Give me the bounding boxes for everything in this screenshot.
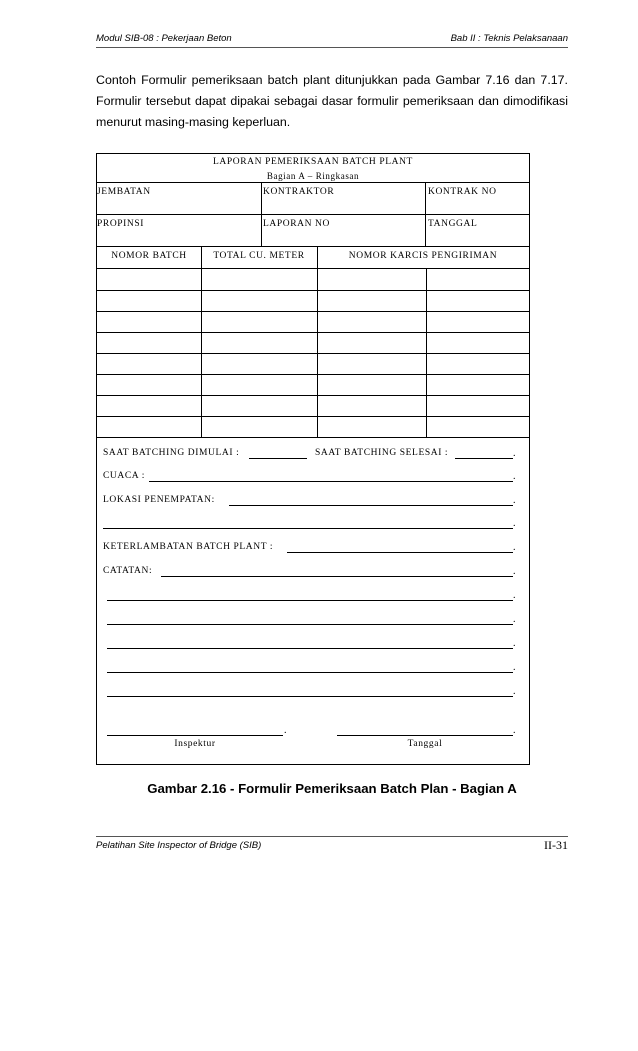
- signature-label-inspektur: Inspektur: [174, 739, 216, 749]
- figure-caption: Gambar 2.16 - Formulir Pemeriksaan Batch Plan - Bagian A: [147, 781, 517, 796]
- label-lokasi-penempatan: LOKASI PENEMPATAN:: [103, 495, 215, 505]
- table-row: [97, 353, 529, 354]
- label-tanggal: TANGGAL: [428, 219, 478, 229]
- table-row: [97, 290, 529, 291]
- cell-divider: [261, 182, 262, 246]
- label-saat-batching-dimulai: SAAT BATCHING DIMULAI :: [103, 448, 240, 458]
- line-catatan[interactable]: [161, 576, 513, 577]
- line-lokasi-penempatan-2[interactable]: [103, 528, 513, 529]
- label-kontrak-no: KONTRAK NO: [428, 187, 497, 197]
- line-catatan-6[interactable]: [107, 696, 513, 697]
- line-end-dot: .: [513, 662, 516, 673]
- line-end-dot: .: [284, 725, 287, 736]
- running-header-chapter: Bab II : Teknis Pelaksanaan: [450, 33, 568, 44]
- label-saat-batching-selesai: SAAT BATCHING SELESAI :: [315, 448, 449, 458]
- line-cuaca[interactable]: [149, 481, 513, 482]
- signature-label-tanggal: Tanggal: [407, 739, 443, 749]
- form-rule: [97, 268, 529, 269]
- signature-line-tanggal[interactable]: [337, 735, 513, 736]
- line-end-dot: .: [513, 725, 516, 736]
- batch-plant-form: [96, 153, 530, 765]
- column-divider: [317, 246, 318, 437]
- line-end-dot: .: [513, 542, 516, 553]
- line-end-dot: .: [513, 614, 516, 625]
- line-catatan-3[interactable]: [107, 624, 513, 625]
- line-end-dot: .: [513, 566, 516, 577]
- page-number: II-31: [544, 838, 568, 852]
- line-saat-batching-dimulai[interactable]: [249, 458, 307, 459]
- footer-rule: [96, 836, 568, 837]
- line-catatan-4[interactable]: [107, 648, 513, 649]
- form-rule: [97, 182, 529, 183]
- line-end-dot: .: [513, 518, 516, 529]
- signature-line-inspektur[interactable]: [107, 735, 283, 736]
- intro-paragraph: Contoh Formulir pemeriksaan batch plant ditunjukkan pada Gambar 7.16 dan 7.17. Formulir tersebut dapat dipakai sebagai dasar formulir pemeriksaan dan dimodifikasi menurut masing-masing keperluan.: [96, 73, 568, 129]
- table-row: [97, 395, 529, 396]
- label-catatan: CATATAN:: [103, 566, 153, 576]
- table-row: [97, 437, 529, 438]
- label-jembatan: JEMBATAN: [97, 187, 151, 197]
- column-divider: [426, 268, 427, 437]
- cell-divider: [425, 182, 426, 246]
- line-catatan-5[interactable]: [107, 672, 513, 673]
- line-end-dot: .: [513, 638, 516, 649]
- column-divider: [201, 246, 202, 437]
- line-catatan-2[interactable]: [107, 600, 513, 601]
- line-end-dot: .: [513, 471, 516, 482]
- line-end-dot: .: [513, 686, 516, 697]
- form-rule: [97, 214, 529, 215]
- table-row: [97, 332, 529, 333]
- label-keterlambatan: KETERLAMBATAN BATCH PLANT :: [103, 542, 274, 552]
- label-cuaca: CUACA :: [103, 471, 145, 481]
- line-end-dot: .: [513, 495, 516, 506]
- line-lokasi-penempatan[interactable]: [229, 505, 513, 506]
- form-title: LAPORAN PEMERIKSAAN BATCH PLANT: [213, 157, 413, 167]
- table-row: [97, 416, 529, 417]
- header-rule: [96, 47, 568, 48]
- line-end-dot: .: [513, 590, 516, 601]
- table-row: [97, 311, 529, 312]
- table-row: [97, 374, 529, 375]
- col-nomor-karcis: NOMOR KARCIS PENGIRIMAN: [348, 251, 498, 261]
- label-propinsi: PROPINSI: [97, 219, 145, 229]
- label-kontraktor: KONTRAKTOR: [263, 187, 335, 197]
- line-keterlambatan[interactable]: [287, 552, 513, 553]
- running-footer-course: Pelatihan Site Inspector of Bridge (SIB): [96, 840, 262, 851]
- form-rule: [97, 246, 529, 247]
- line-end-dot: .: [513, 448, 516, 459]
- col-total-cu-meter: TOTAL CU. METER: [213, 251, 305, 261]
- col-nomor-batch: NOMOR BATCH: [111, 251, 187, 261]
- running-header-module: Modul SIB-08 : Pekerjaan Beton: [96, 33, 232, 44]
- form-subtitle: Bagian A – Ringkasan: [266, 171, 360, 181]
- label-laporan-no: LAPORAN NO: [263, 219, 330, 229]
- line-saat-batching-selesai[interactable]: [455, 458, 513, 459]
